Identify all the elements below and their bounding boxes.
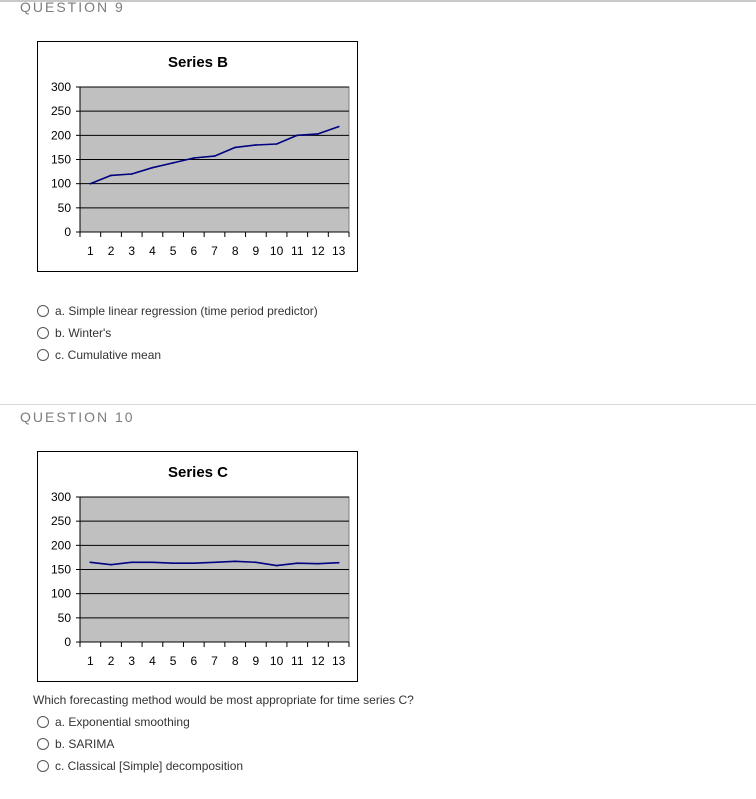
series-b-chart [37, 41, 358, 272]
q9-option-a[interactable] [37, 300, 318, 322]
series-b-point-8 [234, 147, 236, 149]
series-c-point-10 [276, 565, 278, 567]
series-b-point-1 [89, 183, 91, 185]
series-b-ytick-label-0: 0 [64, 225, 71, 239]
q10-option-c-label: c. Classical [Simple] decomposition [55, 759, 244, 773]
q9-option-a-radio[interactable] [37, 305, 49, 317]
series-b-point-11 [296, 134, 298, 136]
series-c-xtick-label-7: 7 [211, 654, 218, 668]
series-b-xtick-label-8: 8 [231, 244, 239, 258]
series-b-xtick-label-13: 13 [331, 244, 346, 258]
series-b-point-12 [317, 133, 319, 135]
series-c-ytick-label-300: 300 [50, 490, 71, 504]
series-c-xtick-label-5: 5 [169, 654, 177, 668]
series-b-xtick-label-9: 9 [252, 244, 260, 258]
series-c-xtick-label-9: 9 [252, 654, 260, 668]
series-c-point-5 [172, 562, 174, 564]
q10-option-c-radio[interactable] [37, 760, 49, 772]
series-c-chart [37, 451, 358, 682]
series-b-ytick-label-200: 200 [50, 128, 71, 143]
question-9-header [0, 0, 756, 20]
q10-option-b-radio[interactable] [37, 738, 49, 750]
series-b-xtick-label-5: 5 [169, 244, 177, 258]
q9-option-c-label: c. Cumulative mean [55, 348, 162, 362]
series-b-point-3 [131, 173, 133, 175]
series-c-ytick-label-250: 250 [50, 514, 71, 529]
series-b-xtick-label-11: 11 [291, 244, 304, 258]
q9-option-c[interactable] [37, 344, 318, 366]
series-c-xtick-label-3: 3 [128, 654, 136, 668]
series-c-point-7 [214, 561, 216, 563]
series-c-ytick-label-50: 50 [57, 610, 71, 625]
series-b-point-7 [214, 155, 216, 157]
series-b-xtick-label-7: 7 [211, 244, 218, 258]
series-b-point-5 [172, 162, 174, 164]
series-c-chart-svg [38, 452, 359, 683]
series-c-xtick-label-13: 13 [331, 654, 346, 668]
series-b-ytick-label-300: 300 [50, 80, 71, 94]
q9-option-b-label: b. Winter's [55, 326, 112, 340]
series-c-point-11 [296, 562, 298, 564]
series-c-xtick-label-6: 6 [190, 654, 198, 668]
series-b-ytick-label-50: 50 [57, 200, 71, 215]
q10-option-b-label: b. SARIMA [55, 737, 115, 751]
series-b-point-10 [276, 143, 278, 145]
series-b-point-13 [338, 126, 340, 128]
q10-option-a-radio[interactable] [37, 716, 49, 728]
series-b-point-6 [193, 157, 195, 159]
series-c-point-9 [255, 561, 257, 563]
series-c-xtick-label-8: 8 [231, 654, 239, 668]
series-c-point-8 [234, 560, 236, 562]
q9-option-a-label: a. Simple linear regression (time period predictor) [55, 304, 318, 318]
series-c-point-3 [131, 561, 133, 563]
series-b-xtick-label-6: 6 [190, 244, 198, 258]
series-c-point-4 [152, 561, 154, 563]
series-b-ytick-label-100: 100 [50, 176, 71, 191]
series-c-ytick-label-100: 100 [50, 586, 71, 601]
q9-option-c-radio[interactable] [37, 349, 49, 361]
question-10-label: QUESTION 10 [20, 409, 135, 425]
series-b-ytick-label-250: 250 [50, 104, 71, 119]
series-c-point-6 [193, 562, 195, 564]
q9-option-b[interactable] [37, 322, 318, 344]
series-b-xtick-label-1: 1 [87, 244, 94, 258]
series-c-ytick-label-0: 0 [64, 635, 71, 649]
series-c-xtick-label-2: 2 [107, 654, 115, 668]
series-c-ytick-label-200: 200 [50, 538, 71, 553]
question-10-options [37, 711, 243, 777]
series-c-xtick-label-4: 4 [149, 654, 156, 668]
question-10-prompt: Which forecasting method would be most appropriate for time series C? [33, 693, 414, 707]
q9-option-b-radio[interactable] [37, 327, 49, 339]
series-c-point-1 [89, 561, 91, 563]
series-b-point-4 [152, 167, 154, 169]
series-b-point-2 [110, 175, 112, 177]
question-10-header [0, 404, 756, 430]
q10-option-b[interactable] [37, 733, 243, 755]
series-c-xtick-label-12: 12 [311, 654, 325, 668]
series-c-xtick-label-1: 1 [87, 654, 94, 668]
series-c-xtick-label-11: 11 [291, 654, 304, 668]
series-b-xtick-label-3: 3 [128, 244, 136, 258]
series-b-ytick-label-150: 150 [50, 152, 71, 167]
series-b-chart-svg [38, 42, 359, 273]
series-c-point-13 [338, 562, 340, 564]
series-c-xtick-label-10: 10 [269, 654, 284, 668]
series-b-title: Series B [167, 54, 229, 71]
series-c-point-12 [317, 563, 319, 565]
series-b-xtick-label-2: 2 [107, 244, 115, 258]
q10-option-c[interactable] [37, 755, 243, 777]
question-9-label: QUESTION 9 [20, 0, 125, 15]
series-c-ytick-label-150: 150 [50, 562, 71, 577]
question-9-options [37, 300, 318, 366]
q10-option-a[interactable] [37, 711, 243, 733]
series-b-xtick-label-10: 10 [269, 244, 284, 258]
series-b-point-9 [255, 144, 257, 146]
series-b-xtick-label-4: 4 [149, 244, 156, 258]
series-c-title: Series C [167, 464, 229, 481]
series-b-xtick-label-12: 12 [311, 244, 325, 258]
series-c-point-2 [110, 564, 112, 566]
q10-option-a-label: a. Exponential smoothing [55, 715, 190, 729]
